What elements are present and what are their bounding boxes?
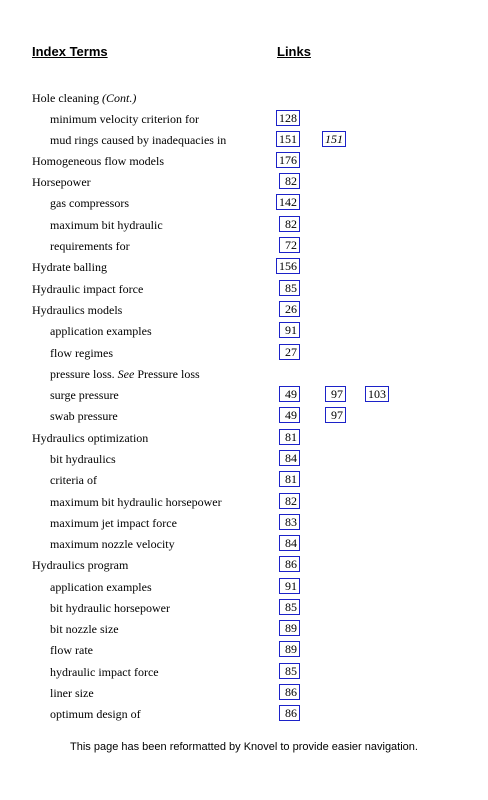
page-link[interactable]: 86 bbox=[279, 684, 300, 700]
page-link[interactable]: 85 bbox=[279, 599, 300, 615]
index-entry bbox=[0, 109, 488, 129]
term-text: maximum bit hydraulic horsepower bbox=[50, 495, 222, 509]
index-subterm bbox=[50, 642, 93, 658]
page-link[interactable]: 86 bbox=[279, 556, 300, 572]
index-subterm bbox=[50, 195, 129, 211]
index-subterm bbox=[50, 685, 94, 701]
index-subterm bbox=[50, 238, 130, 254]
term-text: Hydrate balling bbox=[32, 260, 107, 274]
index-entry bbox=[0, 236, 488, 256]
index-subterm bbox=[50, 472, 97, 488]
index-term bbox=[32, 557, 128, 573]
page-link[interactable]: 82 bbox=[279, 173, 300, 189]
index-entry bbox=[0, 321, 488, 341]
index-subterm bbox=[50, 494, 222, 510]
page-link[interactable]: 85 bbox=[279, 280, 300, 296]
term-text: requirements for bbox=[50, 239, 130, 253]
knovel-footer-note: This page has been reformatted by Knovel to provide easier navigation. bbox=[70, 741, 418, 753]
term-text: Hydraulics program bbox=[32, 558, 129, 572]
index-term bbox=[32, 153, 164, 169]
index-subterm bbox=[50, 366, 200, 382]
index-term bbox=[32, 259, 107, 275]
page-link[interactable]: 85 bbox=[279, 663, 300, 679]
term-text: application examples bbox=[50, 324, 152, 338]
index-entry bbox=[0, 172, 488, 192]
page-link[interactable]: 82 bbox=[279, 216, 300, 232]
index-term bbox=[32, 430, 148, 446]
page-link[interactable]: 81 bbox=[279, 429, 300, 445]
index-subterm bbox=[50, 408, 118, 424]
term-text: optimum design of bbox=[50, 707, 141, 721]
page-link[interactable]: 86 bbox=[279, 705, 300, 721]
term-text: application examples bbox=[50, 580, 152, 594]
index-entry bbox=[0, 513, 488, 533]
term-italic-text: (Cont.) bbox=[101, 91, 137, 105]
term-text: Hydraulic impact force bbox=[32, 282, 144, 296]
page-link[interactable]: 84 bbox=[279, 450, 300, 466]
page-link[interactable]: 81 bbox=[279, 471, 300, 487]
index-entry bbox=[0, 130, 488, 150]
page-link[interactable]: 91 bbox=[279, 578, 300, 594]
index-entry bbox=[0, 428, 488, 448]
index-entry bbox=[0, 619, 488, 639]
index-entry bbox=[0, 257, 488, 277]
index-subterm bbox=[50, 579, 152, 595]
page-link[interactable]: 142 bbox=[276, 194, 300, 210]
index-entry bbox=[0, 151, 488, 171]
index-entry bbox=[0, 470, 488, 490]
term-text: gas compressors bbox=[50, 196, 129, 210]
page-link[interactable]: 27 bbox=[279, 344, 300, 360]
page-link[interactable]: 91 bbox=[279, 322, 300, 338]
page-link[interactable]: 26 bbox=[279, 301, 300, 317]
index-entry bbox=[0, 406, 488, 426]
page-link[interactable]: 176 bbox=[276, 152, 300, 168]
index-subterm bbox=[50, 451, 116, 467]
term-text: criteria of bbox=[50, 473, 97, 487]
index-term bbox=[32, 90, 136, 106]
page-link[interactable]: 156 bbox=[276, 258, 300, 274]
index-term bbox=[32, 302, 122, 318]
term-text: bit nozzle size bbox=[50, 622, 119, 636]
term-tail-text: Pressure loss bbox=[134, 367, 200, 381]
index-entry bbox=[0, 193, 488, 213]
index-subterm bbox=[50, 323, 152, 339]
page-link[interactable]: 82 bbox=[279, 493, 300, 509]
term-text: Hydraulics optimization bbox=[32, 431, 149, 445]
index-entry bbox=[0, 555, 488, 575]
index-entry bbox=[0, 683, 488, 703]
index-entry bbox=[0, 534, 488, 554]
index-term bbox=[32, 174, 91, 190]
term-text: Hydraulics models bbox=[32, 303, 123, 317]
index-subterm bbox=[50, 600, 170, 616]
page-link[interactable]: 89 bbox=[279, 641, 300, 657]
page-link[interactable]: 151 bbox=[322, 131, 346, 147]
term-text: liner size bbox=[50, 686, 94, 700]
term-text: hydraulic impact force bbox=[50, 665, 159, 679]
term-text: maximum nozzle velocity bbox=[50, 537, 175, 551]
term-italic-text: See bbox=[117, 367, 135, 381]
page-link[interactable]: 72 bbox=[279, 237, 300, 253]
index-subterm bbox=[50, 515, 177, 531]
term-text: maximum jet impact force bbox=[50, 516, 177, 530]
index-entry bbox=[0, 640, 488, 660]
term-text: maximum bit hydraulic bbox=[50, 218, 163, 232]
index-entry bbox=[0, 279, 488, 299]
index-entry bbox=[0, 449, 488, 469]
links-header: Links bbox=[277, 44, 311, 59]
index-subterm bbox=[50, 132, 226, 148]
index-subterm bbox=[50, 345, 113, 361]
index-subterm bbox=[50, 111, 199, 127]
index-subterm bbox=[50, 664, 159, 680]
index-entry bbox=[0, 364, 488, 384]
page-link[interactable]: 49 bbox=[279, 386, 300, 402]
term-text: flow regimes bbox=[50, 346, 113, 360]
page-link[interactable]: 89 bbox=[279, 620, 300, 636]
index-subterm bbox=[50, 621, 119, 637]
index-subterm bbox=[50, 217, 163, 233]
page-link[interactable]: 128 bbox=[276, 110, 300, 126]
page-link[interactable]: 49 bbox=[279, 407, 300, 423]
index-subterm bbox=[50, 706, 141, 722]
page-link[interactable]: 151 bbox=[276, 131, 300, 147]
index-subterm bbox=[50, 536, 175, 552]
page-link[interactable]: 84 bbox=[279, 535, 300, 551]
index-terms-header: Index Terms bbox=[32, 44, 108, 59]
term-text: pressure loss. bbox=[50, 367, 118, 381]
index-entry bbox=[0, 88, 488, 108]
page-link[interactable]: 97 bbox=[325, 386, 346, 402]
page-link[interactable]: 83 bbox=[279, 514, 300, 530]
term-text: flow rate bbox=[50, 643, 93, 657]
page-link[interactable]: 97 bbox=[325, 407, 346, 423]
index-entry bbox=[0, 662, 488, 682]
term-text: Hole cleaning bbox=[32, 91, 102, 105]
index-entry bbox=[0, 492, 488, 512]
term-text: mud rings caused by inadequacies in bbox=[50, 133, 227, 147]
index-entry bbox=[0, 300, 488, 320]
term-text: surge pressure bbox=[50, 388, 119, 402]
index-subterm bbox=[50, 387, 119, 403]
index-entry bbox=[0, 704, 488, 724]
term-text: bit hydraulics bbox=[50, 452, 116, 466]
term-text: swab pressure bbox=[50, 409, 118, 423]
index-entry bbox=[0, 577, 488, 597]
page-link[interactable]: 103 bbox=[365, 386, 389, 402]
term-text: minimum velocity criterion for bbox=[50, 112, 199, 126]
index-entry bbox=[0, 385, 488, 405]
index-entry bbox=[0, 598, 488, 618]
term-text: Homogeneous flow models bbox=[32, 154, 164, 168]
term-text: bit hydraulic horsepower bbox=[50, 601, 170, 615]
index-entry bbox=[0, 343, 488, 363]
index-term bbox=[32, 281, 143, 297]
index-entry bbox=[0, 215, 488, 235]
term-text: Horsepower bbox=[32, 175, 91, 189]
